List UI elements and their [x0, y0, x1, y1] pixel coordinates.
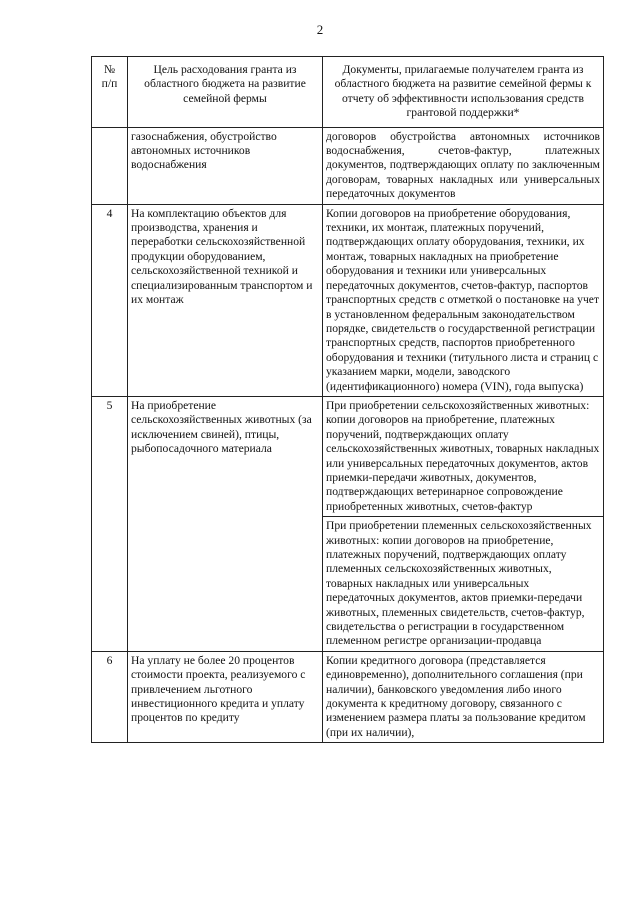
- row-num: 5: [92, 396, 128, 651]
- table-row: [92, 396, 604, 516]
- row-purpose: На уплату не более 20 процентов стоимости проекта, реализуемого с привлечением льготного инвестиционного кредита и уплату процентов по кредиту: [128, 651, 323, 742]
- row-num: 4: [92, 204, 128, 396]
- grant-documents-table: [91, 56, 604, 743]
- table-row: [92, 204, 604, 396]
- table-row: [92, 127, 604, 204]
- header-num: № п/п: [92, 57, 128, 128]
- row-num: 6: [92, 651, 128, 742]
- row-documents: Копии кредитного договора (представляется единовременно), дополнительного соглашения (при наличии), банковского уведомления либо иного документа к кредитному договору, связанного с изменением размера платы за пользование кредитом (при их наличии),: [323, 651, 604, 742]
- row-documents: договоров обустройства автономных источников водоснабжения, счетов-фактур, платежных документов, подтверждающих оплату по заключенным договорам, товарных накладных или универсальных передаточных документов: [323, 127, 604, 204]
- table-header-row: [92, 57, 604, 128]
- header-documents: Документы, прилагаемые получателем гранта из областного бюджета на развитие семейной фермы к отчету об эффективности использования средств грантовой поддержки*: [323, 57, 604, 128]
- row-purpose: На комплектацию объектов для производства, хранения и переработки сельскохозяйственной продукции оборудованием, сельскохозяйственной техникой и специализированным транспортом и их монтаж: [128, 204, 323, 396]
- table-row: [92, 651, 604, 742]
- row-num: [92, 127, 128, 204]
- row-documents-animals: При приобретении сельскохозяйственных животных: копии договоров на приобретение, платежных поручений, подтверждающих оплату сельскохозяйственных животных, товарных накладных или универсальных передаточных документов, актов приемки-передачи животных, документов, подтверждающих ветеринарное сопровождение приобретенных животных, счетов-фактур: [323, 396, 604, 516]
- row-purpose: газоснабжения, обустройство автономных источников водоснабжения: [128, 127, 323, 204]
- page-number: 2: [316, 22, 324, 37]
- row-documents: Копии договоров на приобретение оборудования, техники, их монтаж, платежных поручений, подтверждающих оплату оборудования, техники, их монтаж, товарных накладных на приобретение оборудования и техники или универсальных передаточных документов, счетов-фактур, паспортов транспортных средств с отметкой о постановке на учет в установленном федеральным законодательством порядке, свидетельств о государственной регистрации транспортных средств, паспортов приобретенного оборудования и техники (титульного листа и страниц с указанием марки, модели, заводского (идентификационного) номера (VIN), года выпуска): [323, 204, 604, 396]
- header-purpose: Цель расходования гранта из областного бюджета на развитие семейной фермы: [128, 57, 323, 128]
- row-purpose: На приобретение сельскохозяйственных животных (за исключением свиней), птицы, рыбопосадочного материала: [128, 396, 323, 651]
- row-documents-breeding-animals: При приобретении племенных сельскохозяйственных животных: копии договоров на приобретение, платежных поручений, подтверждающих оплату племенных сельскохозяйственных животных, товарных накладных или универсальных передаточных документов, актов приемки-передачи животных, племенных свидетельств, счетов-фактур, свидетельства о регистрации в государственном племенном регистре организации-продавца: [323, 517, 604, 652]
